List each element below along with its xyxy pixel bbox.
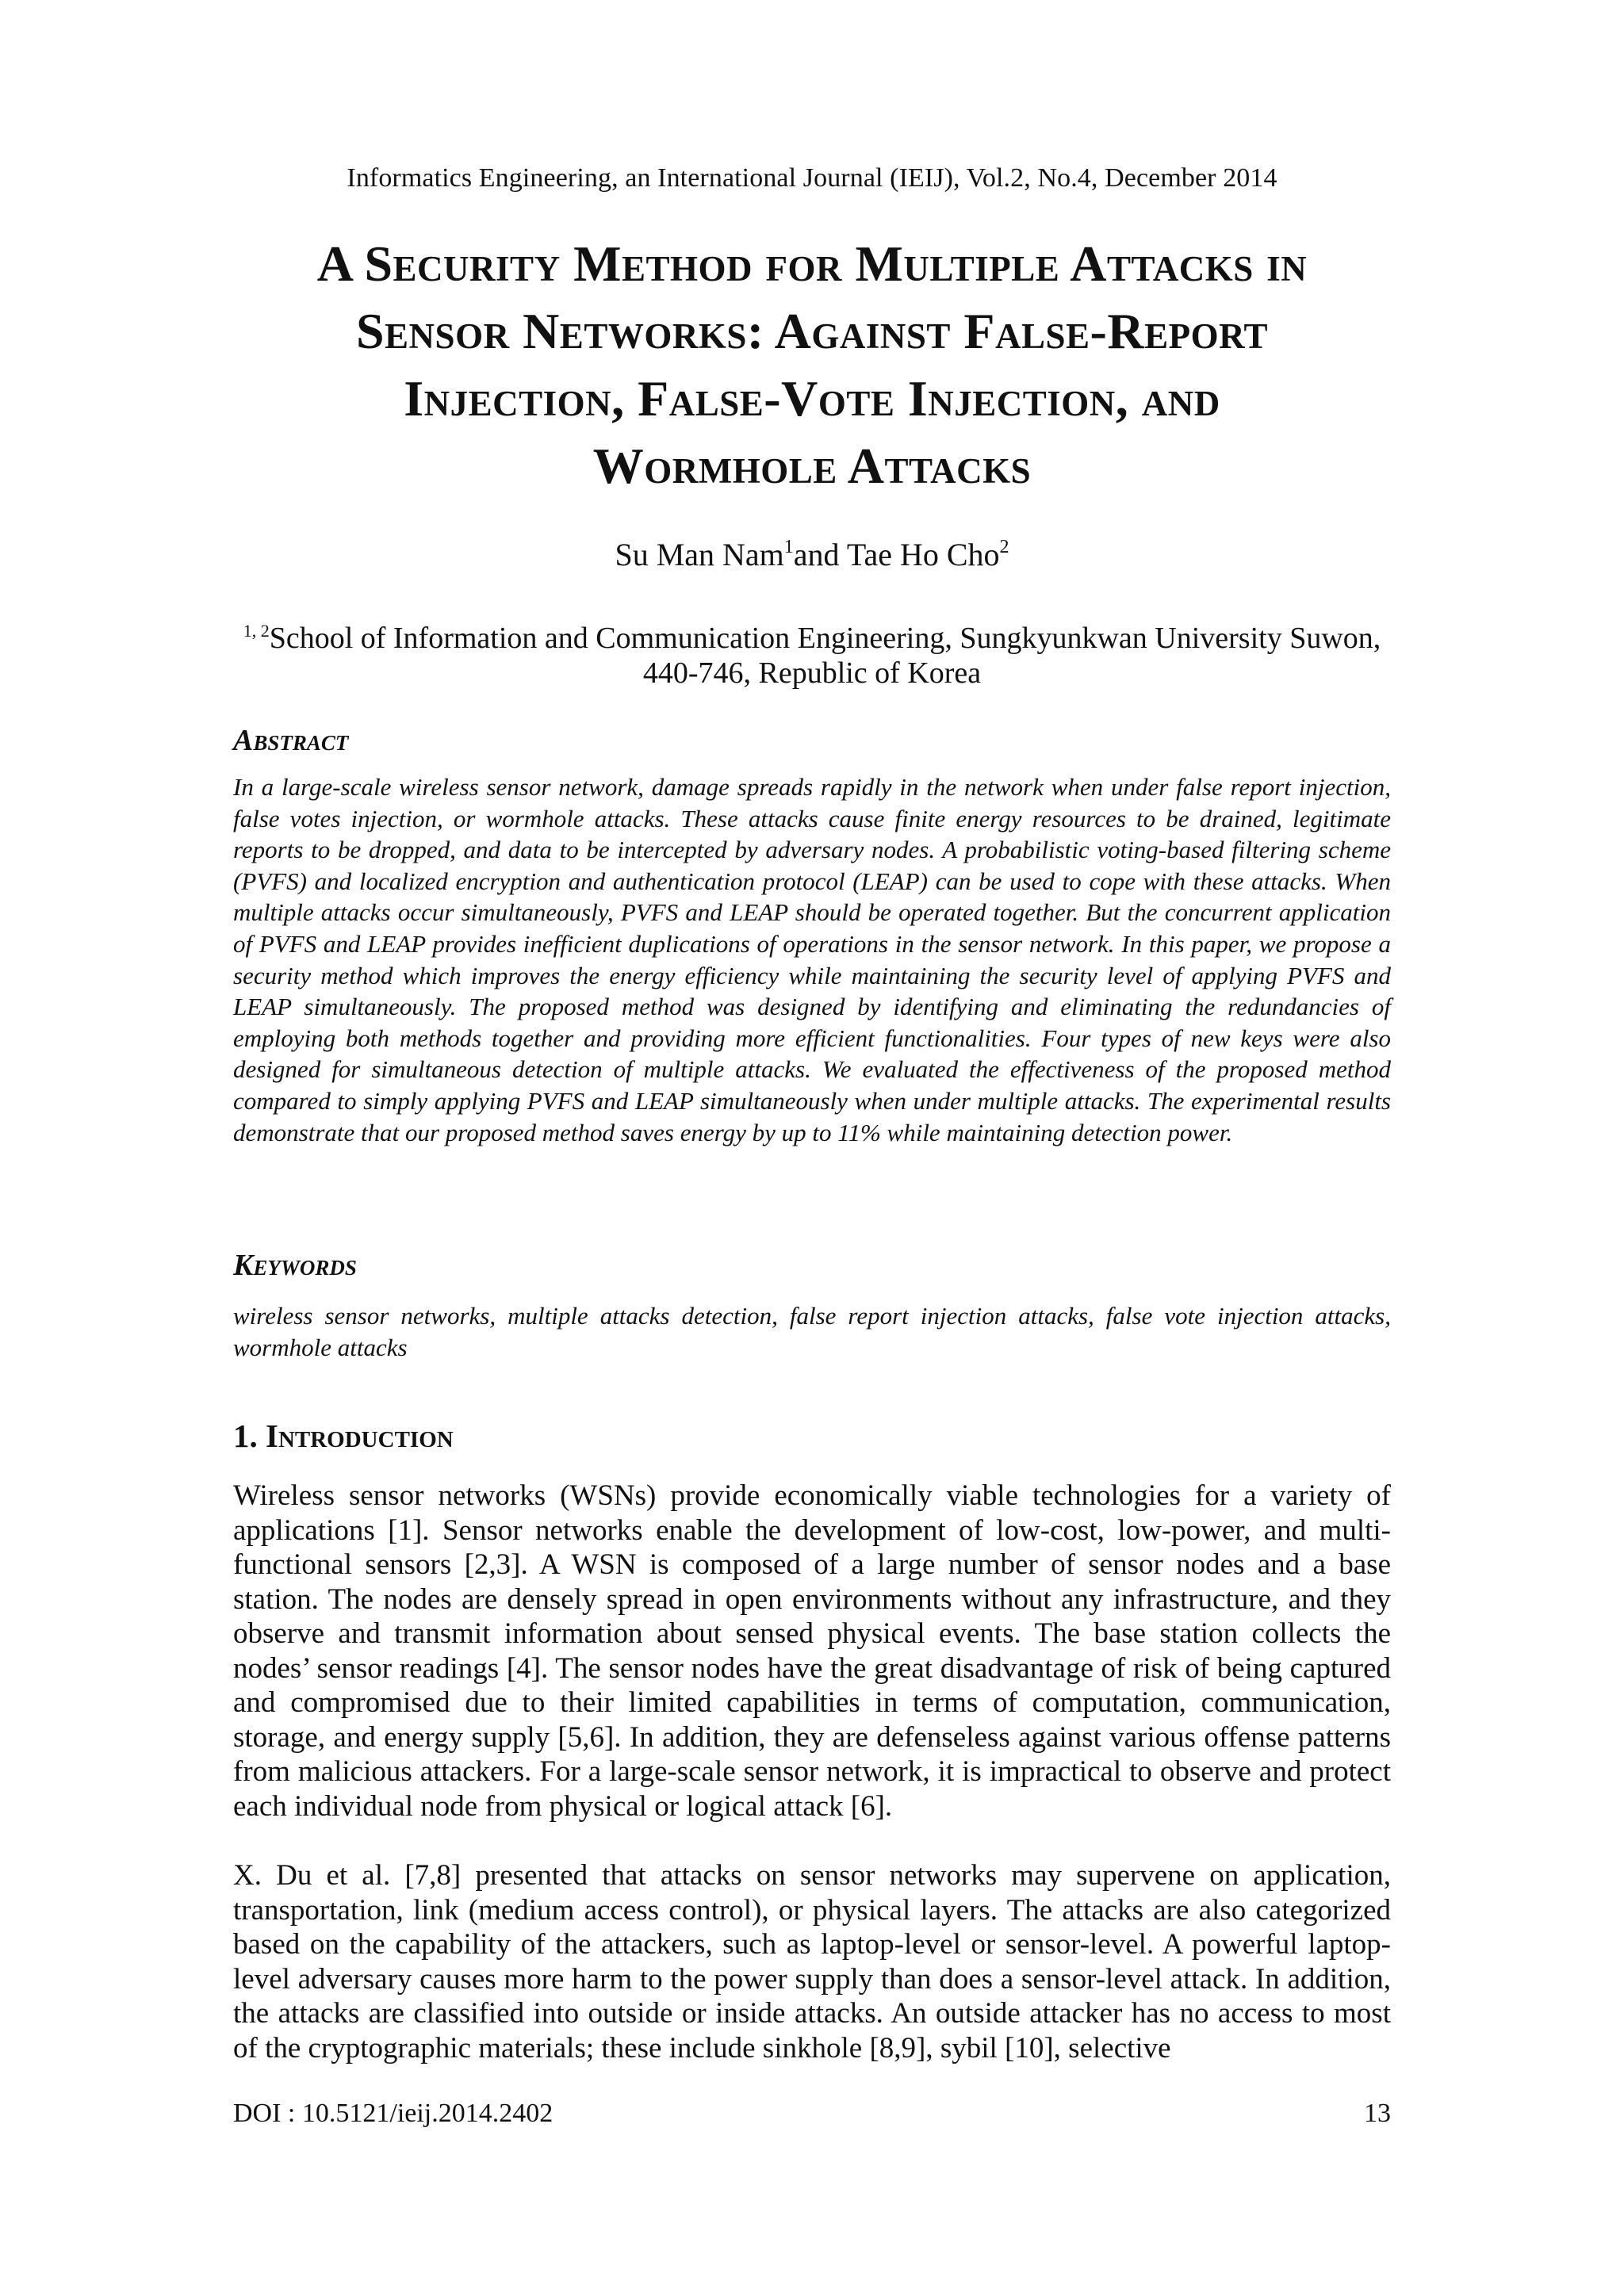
author-superscript: 2	[999, 537, 1009, 557]
page-number: 13	[1364, 2099, 1391, 2128]
title-line: Injection, False-Vote Injection, and	[404, 370, 1220, 427]
paper-title	[159, 230, 1465, 499]
author-line	[0, 536, 1624, 573]
affiliation	[222, 614, 1402, 691]
introduction-paragraph: Wireless sensor networks (WSNs) provide economically viable technologies for a variety of applications [1]. Sensor networks enable the development of low-cost, low-power, and multi-functional sensors [2,3]. A WSN is composed of a large number of sensor nodes and a base station. The nodes are densely spread in open environments without any infrastructure, and they observe and transmit information about sensed physical events. The base station collects the nodes’ sensor readings [4]. The sensor nodes have the great disadvantage of risk of being captured and compromised due to their limited capabilities in terms of computation, communication, storage, and energy supply [5,6]. In addition, they are defenseless against various offense patterns from malicious attackers. For a large-scale sensor network, it is impractical to observe and protect each individual node from physical or logical attack [6].	[233, 1479, 1391, 1823]
keywords-heading: Keywords	[233, 1249, 357, 1282]
doi: DOI : 10.5121/ieij.2014.2402	[233, 2099, 553, 2128]
introduction-heading: 1. Introduction	[233, 1418, 454, 1454]
introduction-paragraph: X. Du et al. [7,8] presented that attacks on sensor networks may supervene on application, transportation, link (medium access control), or physical layers. The attacks are also categorized based on the capability of the attackers, such as laptop-level or sensor-level. A powerful laptop-level adversary causes more harm to the power supply than does a sensor-level attack. In addition, the attacks are classified into outside or inside attacks. An outside attacker has no access to most of the cryptographic materials; these include sinkhole [8,9], sybil [10], selective	[233, 1859, 1391, 2064]
title-line: Sensor Networks: Against False-Report	[355, 303, 1269, 359]
abstract-body: In a large-scale wireless sensor network, damage spreads rapidly in the network when under false report injection, false votes injection, or wormhole attacks. These attacks cause finite energy resources to be drained, legitimate reports to be dropped, and data to be intercepted by adversary nodes. A probabilistic voting-based filtering scheme (PVFS) and localized encryption and authentication protocol (LEAP) can be used to cope with these attacks. When multiple attacks occur simultaneously, PVFS and LEAP should be operated together. But the concurrent application of PVFS and LEAP provides inefficient duplications of operations in the sensor network. In this paper, we propose a security method which improves the energy efficiency while maintaining the security level of applying PVFS and LEAP simultaneously. The proposed method was designed by identifying and eliminating the redundancies of employing both methods together and providing more efficient functionalities. Four types of new keys were also designed for simultaneous detection of multiple attacks. We evaluated the effectiveness of the proposed method compared to simply applying PVFS and LEAP simultaneously when under multiple attacks. The experimental results demonstrate that our proposed method saves energy by up to 11% while maintaining detection power.	[233, 773, 1391, 1146]
author-name: and Tae Ho Cho	[793, 537, 1000, 572]
abstract-heading: Abstract	[233, 724, 349, 757]
title-line: Wormhole Attacks	[592, 438, 1032, 494]
affiliation-superscript: 1, 2	[243, 621, 270, 641]
author-name: Su Man Nam	[615, 537, 784, 572]
affiliation-text: School of Information and Communication Engineering, Sungkyunkwan University Suwon, 440-746, Republic of Korea	[269, 622, 1381, 690]
keywords-body: wireless sensor networks, multiple attacks detection, false report injection attacks, false vote injection attacks, wormhole attacks	[233, 1302, 1391, 1361]
title-line: A Security Method for Multiple Attacks in	[316, 235, 1308, 292]
author-superscript: 1	[783, 537, 794, 557]
journal-header: Informatics Engineering, an International Journal (IEIJ), Vol.2, No.4, December 2014	[347, 163, 1277, 193]
